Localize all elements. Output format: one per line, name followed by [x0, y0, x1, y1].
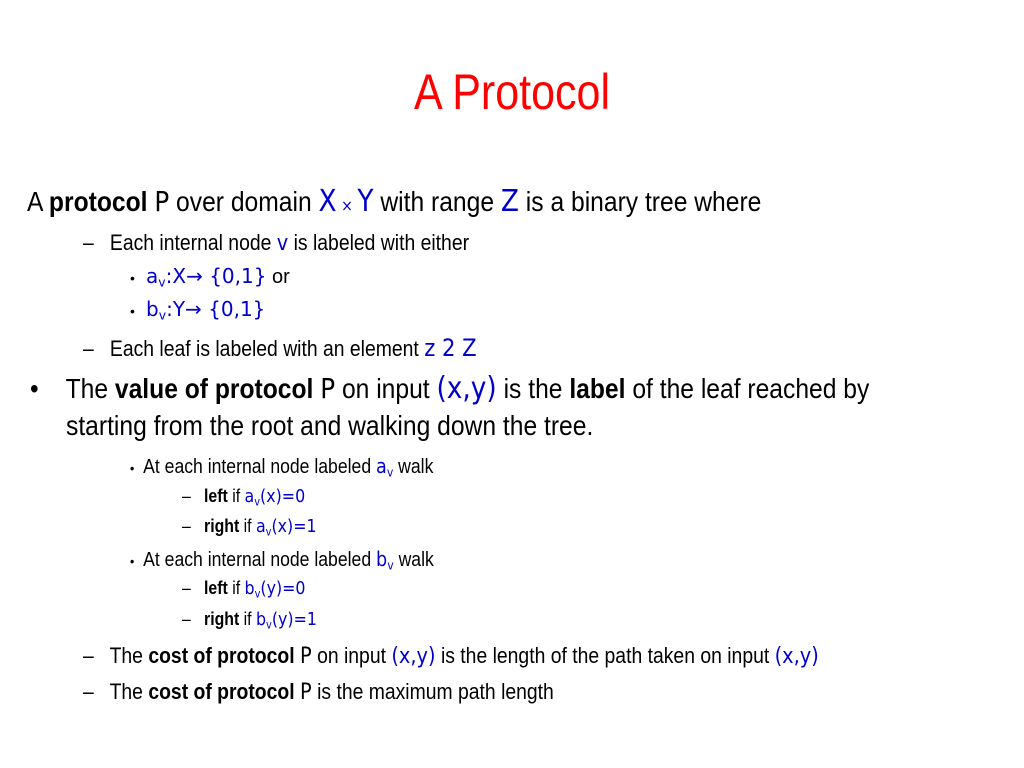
- term-left: left: [204, 486, 228, 506]
- symbol-p: P: [154, 185, 170, 218]
- word-the: The: [109, 679, 143, 704]
- symbol-xy: (x,y): [391, 644, 436, 669]
- bullet: •: [30, 373, 39, 404]
- a-left-line: [182, 486, 305, 509]
- definition-line: [27, 185, 761, 220]
- option-a-line: [130, 265, 290, 290]
- dash: –: [182, 609, 191, 629]
- text-path-length: is the length of the path taken on input: [440, 643, 770, 668]
- symbol-p: P: [300, 680, 312, 705]
- condition: (x)=0: [260, 486, 306, 507]
- subscript-v: v: [387, 557, 394, 573]
- text-node-labeled: At each internal node labeled: [143, 456, 372, 478]
- mapping-y: :Y→ {0,1}: [166, 297, 266, 321]
- expr-z-in-z: z 2 Z: [424, 334, 477, 362]
- symbol-y: Y: [357, 184, 374, 219]
- bullet: •: [130, 270, 135, 286]
- text-walk: walk: [398, 549, 434, 571]
- text-labeled-either: is labeled with either: [293, 230, 470, 255]
- symbol-xy: (x,y): [774, 644, 819, 669]
- condition: (x)=1: [271, 516, 317, 537]
- condition: (y)=0: [260, 578, 306, 599]
- text-on-input: on input: [341, 373, 430, 404]
- word-the: The: [65, 373, 109, 404]
- a-right-line: [182, 516, 317, 539]
- b-right-line: [182, 609, 317, 632]
- leaf-line: [83, 335, 477, 363]
- dash: –: [83, 230, 94, 255]
- dash: –: [182, 516, 191, 536]
- term-protocol: protocol: [48, 186, 148, 217]
- node-b-line: [130, 548, 434, 573]
- symbol-b: b: [146, 297, 159, 321]
- value-line-1: [30, 372, 869, 407]
- text-if: if: [232, 486, 241, 506]
- term-left: left: [204, 578, 228, 598]
- subscript-v: v: [254, 587, 261, 601]
- symbol-xy: (x,y): [436, 371, 497, 406]
- node-a-line: [130, 455, 433, 480]
- symbol-times: ×: [341, 196, 353, 215]
- condition: (y)=1: [271, 609, 317, 630]
- symbol-p: P: [300, 644, 312, 669]
- symbol-z: Z: [500, 184, 519, 219]
- dash: –: [83, 679, 94, 704]
- b-left-line: [182, 578, 306, 601]
- bullet: •: [130, 303, 135, 319]
- bullet: •: [130, 460, 135, 476]
- bullet: •: [130, 553, 135, 569]
- symbol-a: a: [146, 264, 159, 288]
- term-label: label: [569, 373, 626, 404]
- text-if: if: [232, 578, 241, 598]
- symbol-b: b: [244, 578, 255, 599]
- text-walk: walk: [398, 456, 434, 478]
- term-right: right: [204, 609, 240, 629]
- symbol-a: a: [244, 486, 255, 507]
- dash: –: [83, 336, 94, 361]
- word-the: The: [109, 643, 143, 668]
- text-is-the: is the: [503, 373, 563, 404]
- subscript-v: v: [158, 307, 167, 323]
- term-cost-of-protocol: cost of protocol: [148, 643, 295, 668]
- mapping-x: :X→ {0,1}: [165, 264, 267, 288]
- slide-title: A Protocol: [414, 64, 610, 120]
- term-right: right: [204, 516, 240, 536]
- subscript-v: v: [266, 618, 272, 632]
- subscript-v: v: [254, 495, 261, 509]
- text-or: or: [272, 266, 290, 288]
- symbol-v: v: [276, 231, 289, 256]
- symbol-a: a: [255, 516, 266, 537]
- text-with-range: with range: [380, 186, 495, 217]
- symbol-b: b: [255, 609, 267, 630]
- text-on-input: on input: [317, 643, 386, 668]
- symbol-b: b: [376, 547, 388, 571]
- cost-line-1: [83, 643, 819, 669]
- term-cost-of-protocol: cost of protocol: [148, 679, 295, 704]
- dash: –: [182, 578, 191, 598]
- term-value-of-protocol: value of protocol: [114, 373, 314, 404]
- subscript-v: v: [265, 525, 272, 539]
- text-over-domain: over domain: [176, 186, 312, 217]
- subscript-v: v: [386, 464, 394, 480]
- text-if: if: [243, 516, 252, 536]
- option-b-line: [130, 298, 265, 323]
- text-max-path: is the maximum path length: [317, 679, 554, 704]
- cost-line-2: [83, 679, 554, 705]
- text-leaf: Each leaf is labeled with an element: [109, 336, 419, 361]
- subscript-v: v: [158, 274, 166, 290]
- text-leaf-reached: of the leaf reached by: [632, 373, 870, 404]
- dash: –: [83, 643, 94, 668]
- text-binary-tree: is a binary tree where: [525, 186, 762, 217]
- text-node-labeled: At each internal node labeled: [143, 549, 372, 571]
- value-line-2: starting from the root and walking down the tree.: [66, 410, 594, 441]
- text-internal-node: Each internal node: [109, 230, 272, 255]
- symbol-x: X: [318, 184, 337, 219]
- symbol-p: P: [320, 372, 336, 405]
- text-if: if: [243, 609, 252, 629]
- dash: –: [182, 486, 191, 506]
- internal-node-line: [83, 230, 469, 256]
- word-a: A: [27, 186, 43, 217]
- symbol-a: a: [376, 454, 387, 478]
